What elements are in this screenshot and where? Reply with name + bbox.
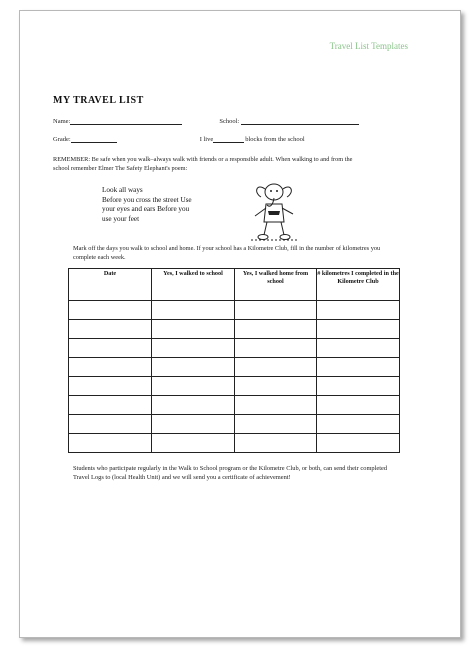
- table-cell[interactable]: [69, 377, 152, 396]
- walked-home-column-header: Yes, I walked home from school: [235, 269, 317, 301]
- grade-label: Grade:: [53, 136, 71, 143]
- live-suffix-label: blocks from the school: [245, 136, 305, 143]
- table-cell[interactable]: [152, 339, 235, 358]
- table-cell[interactable]: [235, 339, 317, 358]
- table-cell[interactable]: [235, 320, 317, 339]
- table-row: [69, 434, 400, 453]
- table-cell[interactable]: [152, 358, 235, 377]
- table-cell[interactable]: [69, 396, 152, 415]
- table-cell[interactable]: [317, 415, 400, 434]
- template-header-label: Travel List Templates: [329, 41, 408, 51]
- name-school-row: [53, 117, 359, 125]
- table-cell[interactable]: [235, 377, 317, 396]
- table-cell[interactable]: [317, 434, 400, 453]
- table-cell[interactable]: [69, 415, 152, 434]
- table-cell[interactable]: [69, 320, 152, 339]
- table-row: [69, 301, 400, 320]
- grade-field[interactable]: [71, 135, 117, 143]
- table-cell[interactable]: [69, 358, 152, 377]
- table-cell[interactable]: [235, 358, 317, 377]
- safety-poem: Look all ways Before you cross the street Use your eyes and ears Before you use your feet: [102, 186, 192, 223]
- kilometres-column-header: # kilometres I completed in the Kilometre Club: [317, 269, 400, 301]
- table-cell[interactable]: [152, 301, 235, 320]
- table-row: [69, 377, 400, 396]
- instructions-paragraph: Mark off the days you walk to school and home. If your school has a Kilometre Club, fill in the number of kilometres you complete each week.: [73, 245, 381, 261]
- school-label: School:: [219, 118, 240, 125]
- table-cell[interactable]: [317, 301, 400, 320]
- table-cell[interactable]: [69, 339, 152, 358]
- table-cell[interactable]: [235, 415, 317, 434]
- table-cell[interactable]: [317, 339, 400, 358]
- table-cell[interactable]: [317, 358, 400, 377]
- table-cell[interactable]: [152, 415, 235, 434]
- certificate-paragraph: Students who participate regularly in the Walk to School program or the Kilometre Club, or both, can send their completed Travel Logs to (local Health Unit) and we will send you a certificate of achievement!: [73, 465, 388, 481]
- table-cell[interactable]: [152, 396, 235, 415]
- table-cell[interactable]: [317, 320, 400, 339]
- table-cell[interactable]: [152, 320, 235, 339]
- table-header-row: [69, 269, 400, 301]
- table-cell[interactable]: [69, 301, 152, 320]
- table-cell[interactable]: [152, 434, 235, 453]
- table-cell[interactable]: [235, 301, 317, 320]
- page-title: MY TRAVEL LIST: [53, 95, 144, 106]
- table-row: [69, 320, 400, 339]
- walked-to-school-column-header: Yes, I walked to school: [152, 269, 235, 301]
- table-row: [69, 396, 400, 415]
- blocks-field[interactable]: [213, 135, 244, 143]
- table-cell[interactable]: [235, 396, 317, 415]
- table-cell[interactable]: [235, 434, 317, 453]
- elephant-mascot-icon: [243, 178, 305, 244]
- table-row: [69, 415, 400, 434]
- school-field[interactable]: [241, 117, 359, 125]
- table-row: [69, 358, 400, 377]
- table-row: [69, 339, 400, 358]
- table-cell[interactable]: [317, 377, 400, 396]
- name-label: Name:: [53, 118, 71, 125]
- grade-live-row: [53, 135, 305, 143]
- table-cell[interactable]: [317, 396, 400, 415]
- table-cell[interactable]: [152, 377, 235, 396]
- remember-paragraph: REMEMBER: Be safe when you walk–always walk with friends or a responsible adult. When walking to and from the school remember Elmer The Safety Elephant's poem:: [53, 156, 353, 172]
- live-prefix-label: I live: [199, 136, 214, 143]
- date-column-header: Date: [69, 269, 152, 301]
- travel-log-table: [68, 268, 400, 453]
- table-cell[interactable]: [69, 434, 152, 453]
- name-field[interactable]: [70, 117, 182, 125]
